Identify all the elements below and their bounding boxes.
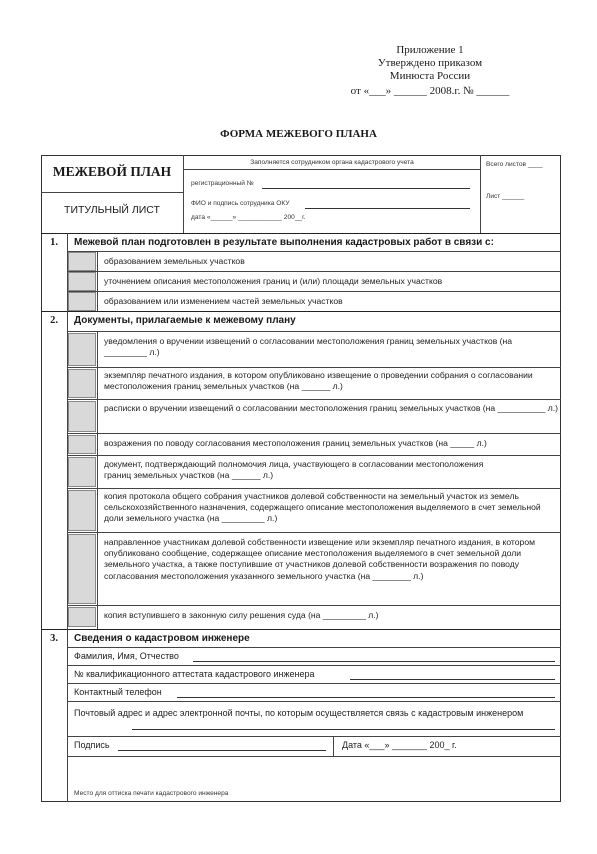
approval-line3: Минюста России — [389, 70, 471, 82]
section3-title: Сведения о кадастровом инженере — [74, 633, 250, 644]
header-bottom-rule — [41, 233, 561, 234]
s2-item-4: возражения по поводу согласования местоположения границ земельных участков (на _____ л.) — [104, 438, 487, 448]
s2-checkbox-4[interactable] — [68, 435, 96, 454]
date-label: дата «______» ____________ 200__г. — [191, 214, 306, 221]
section2-number: 2. — [50, 315, 58, 326]
signature-label: Подпись — [74, 740, 110, 750]
s2-row-rule — [67, 488, 561, 489]
filled-by-note: Заполняется сотрудником органа кадастрового учета — [250, 159, 414, 166]
s3-num-col — [67, 629, 68, 802]
section3-number: 3. — [50, 633, 58, 644]
s2-checkbox-8[interactable] — [68, 607, 96, 627]
s1-checkbox-1[interactable] — [68, 252, 96, 271]
stamp-place-label: Место для оттиска печати кадастрового инженера — [74, 790, 229, 797]
signature-divider — [333, 736, 334, 756]
reg-number-field[interactable] — [262, 188, 470, 189]
total-sheets-label: Всего листов ____ — [486, 161, 543, 168]
plan-title: МЕЖЕВОЙ ПЛАН — [52, 164, 172, 179]
header-mid-divider — [184, 169, 480, 170]
s2-row-rule — [67, 331, 561, 332]
s2-checkbox-2[interactable] — [68, 369, 96, 398]
certificate-label: № квалификационного аттестата кадастрового инженера — [74, 669, 315, 679]
certificate-field[interactable] — [350, 679, 555, 680]
header-divider-2 — [480, 155, 481, 233]
sheet-title: ТИТУЛЬНЫЙ ЛИСТ — [64, 204, 160, 216]
s1-box-col — [97, 251, 98, 311]
approval-line4: от «___» ______ 2008.г. № ______ — [350, 85, 510, 97]
header-left-divider — [41, 192, 183, 193]
s2-row-rule — [67, 532, 561, 533]
s2-checkbox-5[interactable] — [68, 457, 96, 487]
s2-item-6: копия протокола общего собрания участников долевой собственности на земельный участок из земель сельскохозяйственного назначения, содержащего описание местоположения выделяемого в счет земельной доли земельного участка (на _________ л.) — [104, 491, 541, 524]
s3-row-rule — [67, 665, 561, 666]
phone-field[interactable] — [177, 697, 555, 698]
s2-bottom-rule — [41, 629, 561, 630]
sign-date-label: Дата «___» _______ 200_ г. — [342, 740, 457, 750]
header-divider-1 — [183, 155, 184, 233]
reg-number-label: регистрационный № — [191, 180, 254, 187]
s1-item-3: образованием или изменением частей земельных участков — [104, 296, 343, 306]
s2-item-3: расписки о вручении извещений о согласовании местоположения границ земельных участков (на __________ л.) — [104, 403, 558, 413]
s2-item-7: направленное участникам долевой собственности извещение или экземпляр печатного издания, в котором опубликовано сообщение, содержащее описание местоположения выделяемого в счет земельной доли земельного участка, а также поступившие от участников долевой собственности возражения по поводу согласования местоположения указанного земельного участка (на ________ л.) — [104, 537, 536, 581]
engineer-fio-field[interactable] — [193, 661, 555, 662]
s3-row-rule — [67, 736, 561, 737]
s2-row-rule — [67, 399, 561, 400]
s2-checkbox-1[interactable] — [68, 333, 96, 366]
s2-row-rule — [67, 455, 561, 456]
s3-row-rule — [67, 701, 561, 702]
s2-item-5: документ, подтверждающий полномочия лица, участвующего в согласовании местоположения границ земельных участков (на ______ л.) — [104, 459, 484, 481]
s3-row-rule — [67, 756, 561, 757]
approval-line1: Приложение 1 — [396, 44, 464, 56]
s1-row-rule — [67, 291, 561, 292]
signature-field[interactable] — [118, 750, 326, 751]
s3-row-rule — [67, 647, 561, 648]
s2-row-rule — [67, 433, 561, 434]
approval-line2: Утверждено приказом — [377, 57, 483, 69]
section1-title: Межевой план подготовлен в результате выполнения кадастровых работ в связи с: — [74, 237, 494, 248]
s2-row-rule — [67, 367, 561, 368]
s2-box-col — [97, 331, 98, 629]
fio-sign-label: ФИО и подпись сотрудника ОКУ — [191, 200, 290, 207]
s1-item-2: уточнением описания местоположения границ и (или) площади земельных участков — [104, 276, 443, 286]
s2-item-1: уведомления о вручении извещений о согласовании местоположения границ земельных участков (на _________ л.) — [104, 336, 513, 358]
s2-row-rule — [67, 605, 561, 606]
s1-row-rule — [67, 251, 561, 252]
fio-sign-field[interactable] — [305, 208, 470, 209]
engineer-fio-label: Фамилия, Имя, Отчество — [74, 651, 179, 661]
s1-checkbox-3[interactable] — [68, 292, 96, 311]
s1-item-1: образованием земельных участков — [104, 256, 245, 266]
section1-number: 1. — [50, 237, 58, 248]
sheet-label: Лист ______ — [486, 193, 525, 200]
s1-bottom-rule — [41, 311, 561, 312]
s2-checkbox-7[interactable] — [68, 534, 96, 604]
s2-item-2: экземпляр печатного издания, в котором опубликовано извещение о проведении собрания о согласовании местоположения границ земельных участков (на ______ л.) — [104, 370, 533, 392]
form-title: ФОРМА МЕЖЕВОГО ПЛАНА — [220, 128, 377, 140]
s3-row-rule — [67, 683, 561, 684]
section2-title: Документы, прилагаемые к межевому плану — [74, 315, 296, 326]
phone-label: Контактный телефон — [74, 687, 162, 697]
s2-checkbox-6[interactable] — [68, 490, 96, 531]
s1-row-rule — [67, 271, 561, 272]
address-label: Почтовый адрес и адрес электронной почты, по которым осуществляется связь с кадастровым инженером — [74, 708, 524, 718]
address-field[interactable] — [132, 729, 555, 730]
s1-checkbox-2[interactable] — [68, 272, 96, 291]
s2-item-8: копия вступившего в законную силу решения суда (на _________ л.) — [104, 610, 379, 620]
s2-checkbox-3[interactable] — [68, 401, 96, 432]
